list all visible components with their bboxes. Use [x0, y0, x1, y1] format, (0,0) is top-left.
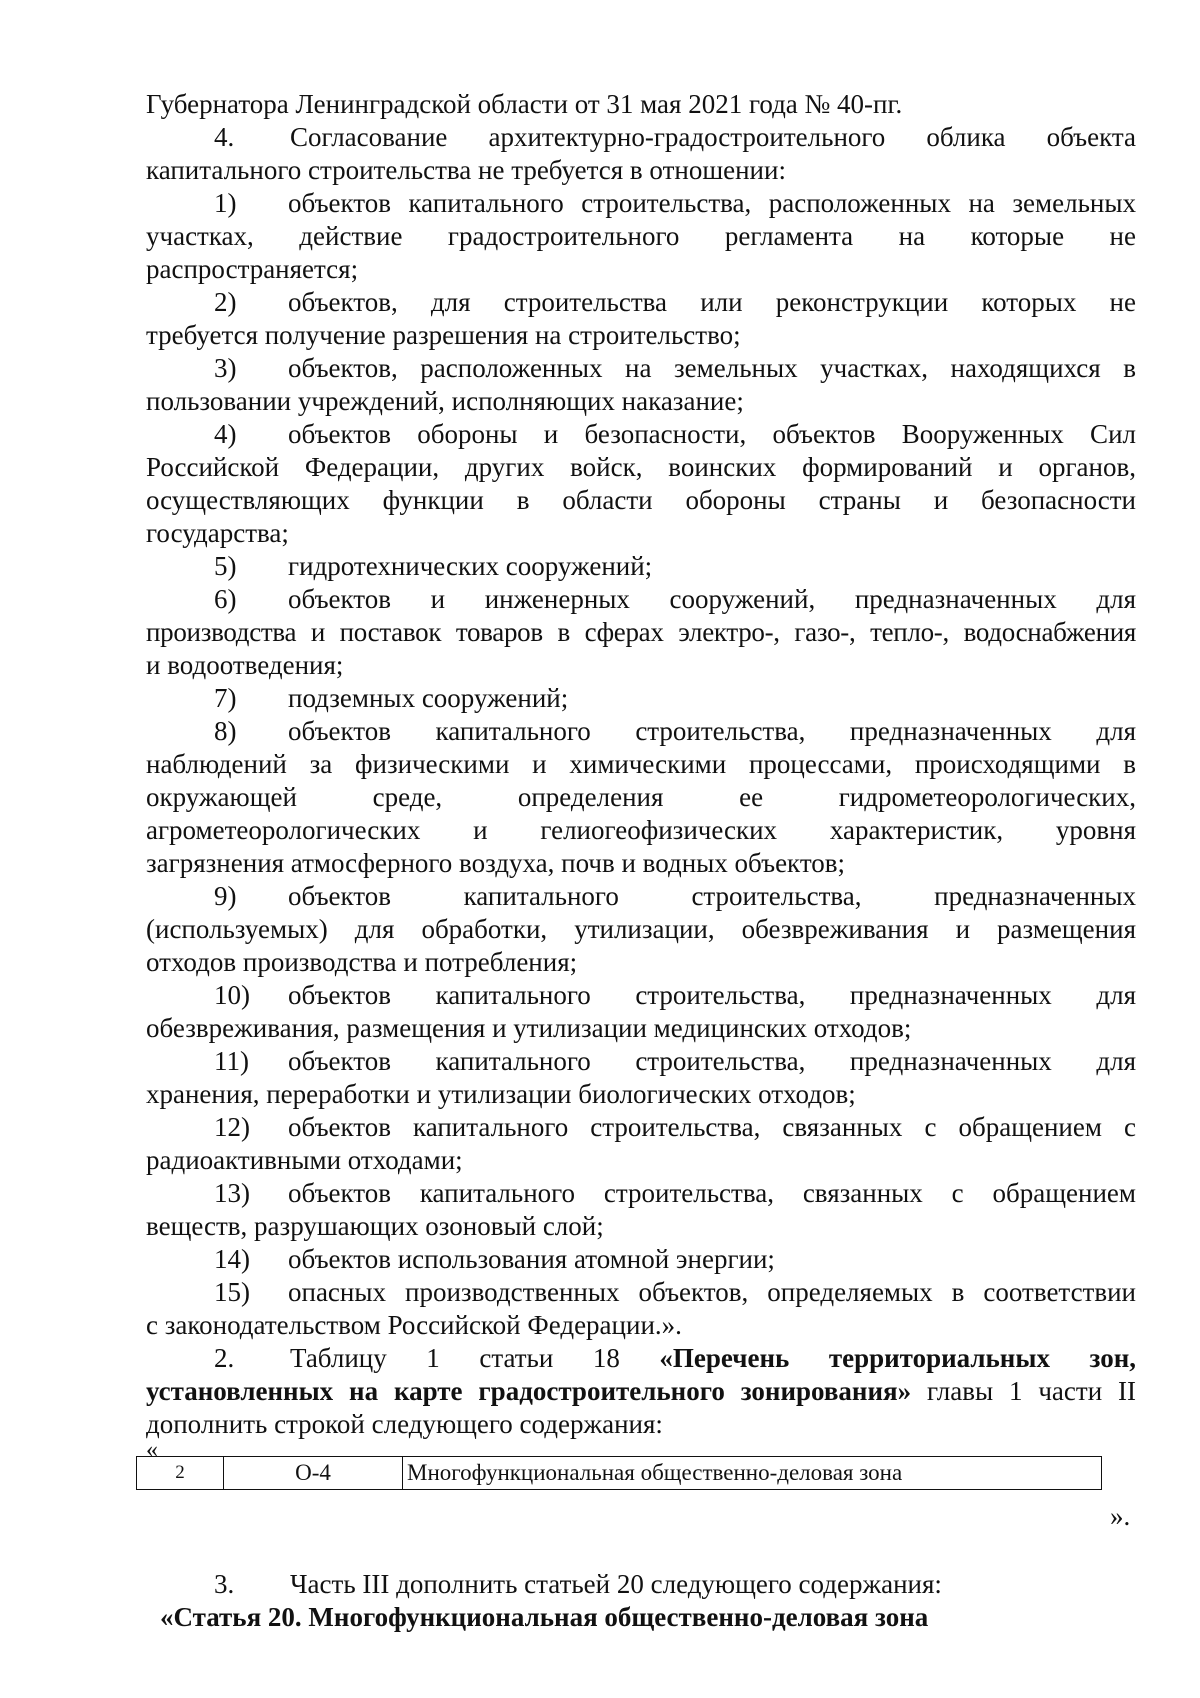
text-line: участках, действие градостроительного регламента на которые не: [146, 221, 1136, 251]
item-number: 5): [214, 551, 237, 581]
item-number: 14): [214, 1244, 250, 1274]
text-line: государства;: [146, 518, 289, 548]
text-line: радиоактивными отходами;: [146, 1145, 463, 1175]
item-number: 13): [214, 1178, 250, 1208]
zone-table: [136, 1456, 1102, 1490]
table-cell-number: 2: [137, 1457, 224, 1490]
paragraph-2: [214, 1342, 1136, 1374]
list-item: [214, 880, 1136, 912]
table-row: [137, 1457, 1102, 1490]
article-heading: [160, 1601, 1150, 1633]
text-line: объектов и инженерных сооружений, предназначенных для: [288, 584, 1136, 614]
item-number: 4.: [214, 122, 235, 152]
list-item: [214, 286, 1136, 318]
text-line: наблюдений за физическими и химическими процессами, происходящими в: [146, 749, 1136, 779]
text-line: агрометеорологических и гелиогеофизических характеристик, уровня: [146, 815, 1136, 845]
text-line: гидротехнических сооружений;: [288, 551, 653, 581]
text-line: объектов обороны и безопасности, объектов Вооруженных Сил: [288, 419, 1136, 449]
item-number: 4): [214, 419, 237, 449]
text-line: хранения, переработки и утилизации биологических отходов;: [146, 1079, 856, 1109]
text-line: и водоотведения;: [146, 650, 344, 680]
text-line: объектов использования атомной энергии;: [288, 1244, 775, 1274]
text-line: объектов капитального строительства, расположенных на земельных: [288, 188, 1136, 218]
table-cell-name: Многофункциональная общественно-деловая зона: [403, 1457, 1102, 1490]
text-line: Российской Федерации, других войск, воинских формирований и органов,: [146, 452, 1136, 482]
text-line: требуется получение разрешения на строительство;: [146, 320, 741, 350]
text-line: пользовании учреждений, исполняющих наказание;: [146, 386, 744, 416]
text-line: объектов, для строительства или реконструкции которых не: [288, 287, 1136, 317]
list-item: [214, 979, 1136, 1011]
list-item: [214, 583, 1136, 615]
text-line: Таблицу 1 статьи 18: [290, 1343, 620, 1373]
list-item: [214, 187, 1136, 219]
item-number: 9): [214, 881, 237, 911]
text-line: с законодательством Российской Федерации.».: [146, 1310, 682, 1340]
text-line: объектов капитального строительства, предназначенных для: [288, 716, 1136, 746]
item-number: 8): [214, 716, 237, 746]
item-number: 7): [214, 683, 237, 713]
text-line: объектов капитального строительства, связанных с обращением: [288, 1178, 1136, 1208]
list-item: [214, 418, 1136, 450]
item-number: 15): [214, 1277, 250, 1307]
text-line: (используемых) для обработки, утилизации, обезвреживания и размещения: [146, 914, 1136, 944]
text-line: загрязнения атмосферного воздуха, почв и водных объектов;: [146, 848, 846, 878]
list-item: [214, 550, 1136, 582]
text-line: осуществляющих функции в области обороны страны и безопасности: [146, 485, 1136, 515]
open-quote: «: [146, 1437, 158, 1463]
text-line: капитального строительства не требуется в отношении:: [146, 155, 786, 185]
text-line: Часть III дополнить статьей 20 следующего содержания:: [290, 1569, 942, 1599]
item-number: 2.: [214, 1343, 235, 1373]
text-line: главы 1 части II: [927, 1376, 1137, 1406]
bold-text: «Перечень территориальных зон,: [659, 1343, 1136, 1373]
item-number: 3.: [214, 1569, 235, 1599]
list-item: [214, 1111, 1136, 1143]
item-number: 3): [214, 353, 237, 383]
text-line: объектов капитального строительства, предназначенных для: [288, 980, 1136, 1010]
text-line: дополнить строкой следующего содержания:: [146, 1409, 663, 1439]
text-line: окружающей среде, определения ее гидрометеорологических,: [146, 782, 1136, 812]
text-line: подземных сооружений;: [288, 683, 569, 713]
text-line: объектов капитального строительства, предназначенных для: [288, 1046, 1136, 1076]
list-item: [214, 682, 1136, 714]
item-number: 1): [214, 188, 237, 218]
text-line: Губернатора Ленинградской области от 31 мая 2021 года № 40-пг.: [146, 89, 903, 119]
list-item: [214, 1276, 1136, 1308]
item-number: 12): [214, 1112, 250, 1142]
bold-text: «Статья 20. Многофункциональная общественно-деловая зона: [160, 1602, 929, 1632]
text-line: обезвреживания, размещения и утилизации медицинских отходов;: [146, 1013, 912, 1043]
item-number: 10): [214, 980, 250, 1010]
item-number: 11): [214, 1046, 249, 1076]
list-item: [214, 715, 1136, 747]
list-item: [214, 352, 1136, 384]
text-line: [146, 1375, 1136, 1407]
text-line: распространяется;: [146, 254, 359, 284]
table-cell-code: О-4: [224, 1457, 403, 1490]
close-quote: ».: [1110, 1501, 1131, 1531]
text-line: объектов, расположенных на земельных участках, находящихся в: [288, 353, 1136, 383]
paragraph-3: [214, 1568, 1136, 1600]
list-item: [214, 1045, 1136, 1077]
paragraph-4: [214, 121, 1136, 153]
item-number: 2): [214, 287, 237, 317]
bold-text: установленных на карте градостроительного зонирования»: [146, 1376, 912, 1406]
list-item: [214, 1177, 1136, 1209]
text-line: веществ, разрушающих озоновый слой;: [146, 1211, 604, 1241]
text-line: опасных производственных объектов, определяемых в соответствии: [288, 1277, 1136, 1307]
text-line: объектов капитального строительства, предназначенных: [288, 881, 1136, 911]
text-line: объектов капитального строительства, связанных с обращением с: [288, 1112, 1136, 1142]
item-number: 6): [214, 584, 237, 614]
text-line: производства и поставок товаров в сферах электро-, газо-, тепло-, водоснабжения: [146, 617, 1136, 647]
text-line: отходов производства и потребления;: [146, 947, 578, 977]
list-item: [214, 1243, 1136, 1275]
text-line: Согласование архитектурно-градостроительного облика объекта: [290, 122, 1136, 152]
